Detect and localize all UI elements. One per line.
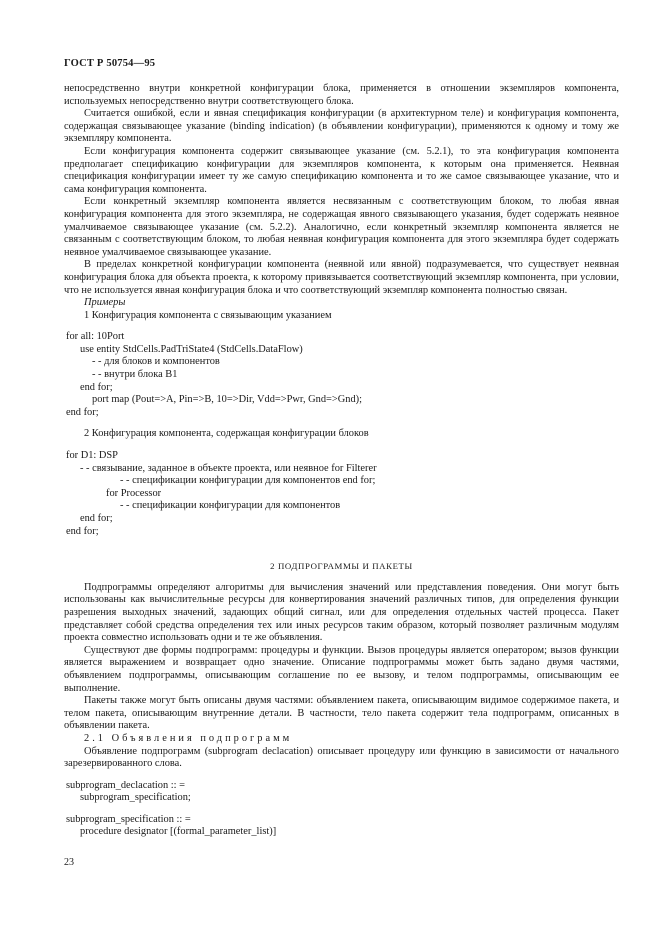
- paragraph: Если конкретный экземпляр компонента является несвязанным с соответствующим блоком, то любая явная конфигурация компонента для этого экземпляра, не содержащая явного связывающего указания, будет содержать неявное умалчиваемое связывающее указание (см. 5.2.2). Аналогично, если конкретный экземпляр компонента является не связанным с соответствующим блоком, то любая неявная конфигурация компонента для этого экземпляра будет содержать неявное умалчиваемое связывающее указание.: [64, 196, 619, 258]
- paragraph: Считается ошибкой, если и явная спецификация конфигурации (в архитектурном теле) и конфигурация компонента, содержащая связывающее указание (binding indication) (в объявлении конфигурации), применяются к одному и тому же экземпляру компонента.: [64, 108, 619, 145]
- code-line: - - для блоков и компонентов: [92, 356, 220, 368]
- code-line: use entity StdCells.PadTriState4 (StdCells.DataFlow): [80, 343, 303, 355]
- paragraph: Подпрограммы определяют алгоритмы для вычисления значений или представления поведения. Они могут быть использованы как вычислительные ресурсы для конвертирования значений различных типов, для определения функции разрешения выходных значений, задающих общий сигнал, или для определения отдельных частей процесса. Пакет представляет собой средства определения тех или иных ресурсов таким образом, который позволяет различным модулям проекта совместно использовать одни и те же объявления.: [64, 581, 619, 644]
- paragraph: Существуют две формы подпрограмм: процедуры и функции. Вызов процедуры является оператором; вызов функции является выражением и возвращает одно значение. Описание подпрограммы может быть задано двумя частями, объявлением подпрограммы, описывающим соглашение по ее вызову, и телом подпрограммы, описывающим ее выполнение.: [64, 644, 619, 694]
- code-line: end for;: [80, 381, 113, 393]
- example-title: 1 Конфигурация компонента с связывающим указанием: [84, 309, 332, 321]
- paragraph: Пакеты также могут быть описаны двумя частями: объявлением пакета, описывающим видимое содержимое пакета, и телом пакета, описывающим внутренние детали. В частности, тело пакета содержит тела подпрограмм, описанных в объявлении пакета.: [64, 695, 619, 732]
- code-line: - - спецификации конфигурации для компонентов end for;: [120, 475, 376, 487]
- grammar-rule-body: procedure designator [(formal_parameter_list)]: [80, 826, 277, 838]
- paragraph: Объявление подпрограмм (subprogram declacation) описывает процедуру или функцию в зависимости от начального зарезервированного слова.: [64, 745, 619, 770]
- code-line: for all: 10Port: [66, 331, 125, 343]
- grammar-rule-head: subprogram_specification :: =: [66, 813, 191, 825]
- code-line: for Processor: [106, 487, 162, 499]
- example-title: 2 Конфигурация компонента, содержащая конфигурации блоков: [84, 428, 369, 440]
- code-line: for D1: DSP: [66, 450, 118, 462]
- paragraph: В пределах конкретной конфигурации компонента (неявной или явной) подразумевается, что существует неявная конфигурация блока для объекта проекта, к которому привязывается соответствующий экземпляр компонента, при условии, что не используется явная конфигурация блока и что соответствующий экземпляр компонента полностью связан.: [64, 259, 619, 296]
- paragraph: непосредственно внутри конкретной конфигурации блока, применяется в отношении экземпляров компонента, используемых непосредственно внутри соответствующего блока.: [64, 83, 619, 107]
- code-line: - - внутри блока B1: [92, 369, 178, 381]
- code-line: - - связывание, заданное в объекте проекта, или неявное for Filterer: [80, 462, 377, 474]
- section-heading: 2 ПОДПРОГРАММЫ И ПАКЕТЫ: [270, 561, 413, 572]
- page-number: 23: [64, 857, 74, 868]
- examples-label: Примеры: [84, 297, 126, 309]
- grammar-rule-body: subprogram_specification;: [80, 792, 191, 804]
- grammar-rule-head: subprogram_declacation :: =: [66, 779, 185, 791]
- code-line: end for;: [80, 513, 113, 524]
- code-line: - - спецификации конфигурации для компонентов: [120, 500, 341, 512]
- code-line: end for;: [66, 406, 99, 418]
- page-body: [64, 83, 619, 839]
- page-header: ГОСТ Р 50754—95: [64, 58, 156, 69]
- code-line: end for;: [66, 525, 99, 537]
- subsection-heading: 2.1 Объявления подпрограмм: [84, 732, 293, 744]
- paragraph: Если конфигурация компонента содержит связывающее указание (см. 5.2.1), то эта конфигурация компонента предполагает спецификацию конфигурации для экземпляров компонента, к которым она применяется. Неявная спецификация конфигурации имеет ту же самую спецификацию компонента и то же самое связывающее указание, что и сама конфигурация компонента.: [64, 145, 619, 195]
- code-line: port map (Pout=>A, Pin=>B, 10=>Dir, Vdd=>Pwr, Gnd=>Gnd);: [92, 394, 363, 406]
